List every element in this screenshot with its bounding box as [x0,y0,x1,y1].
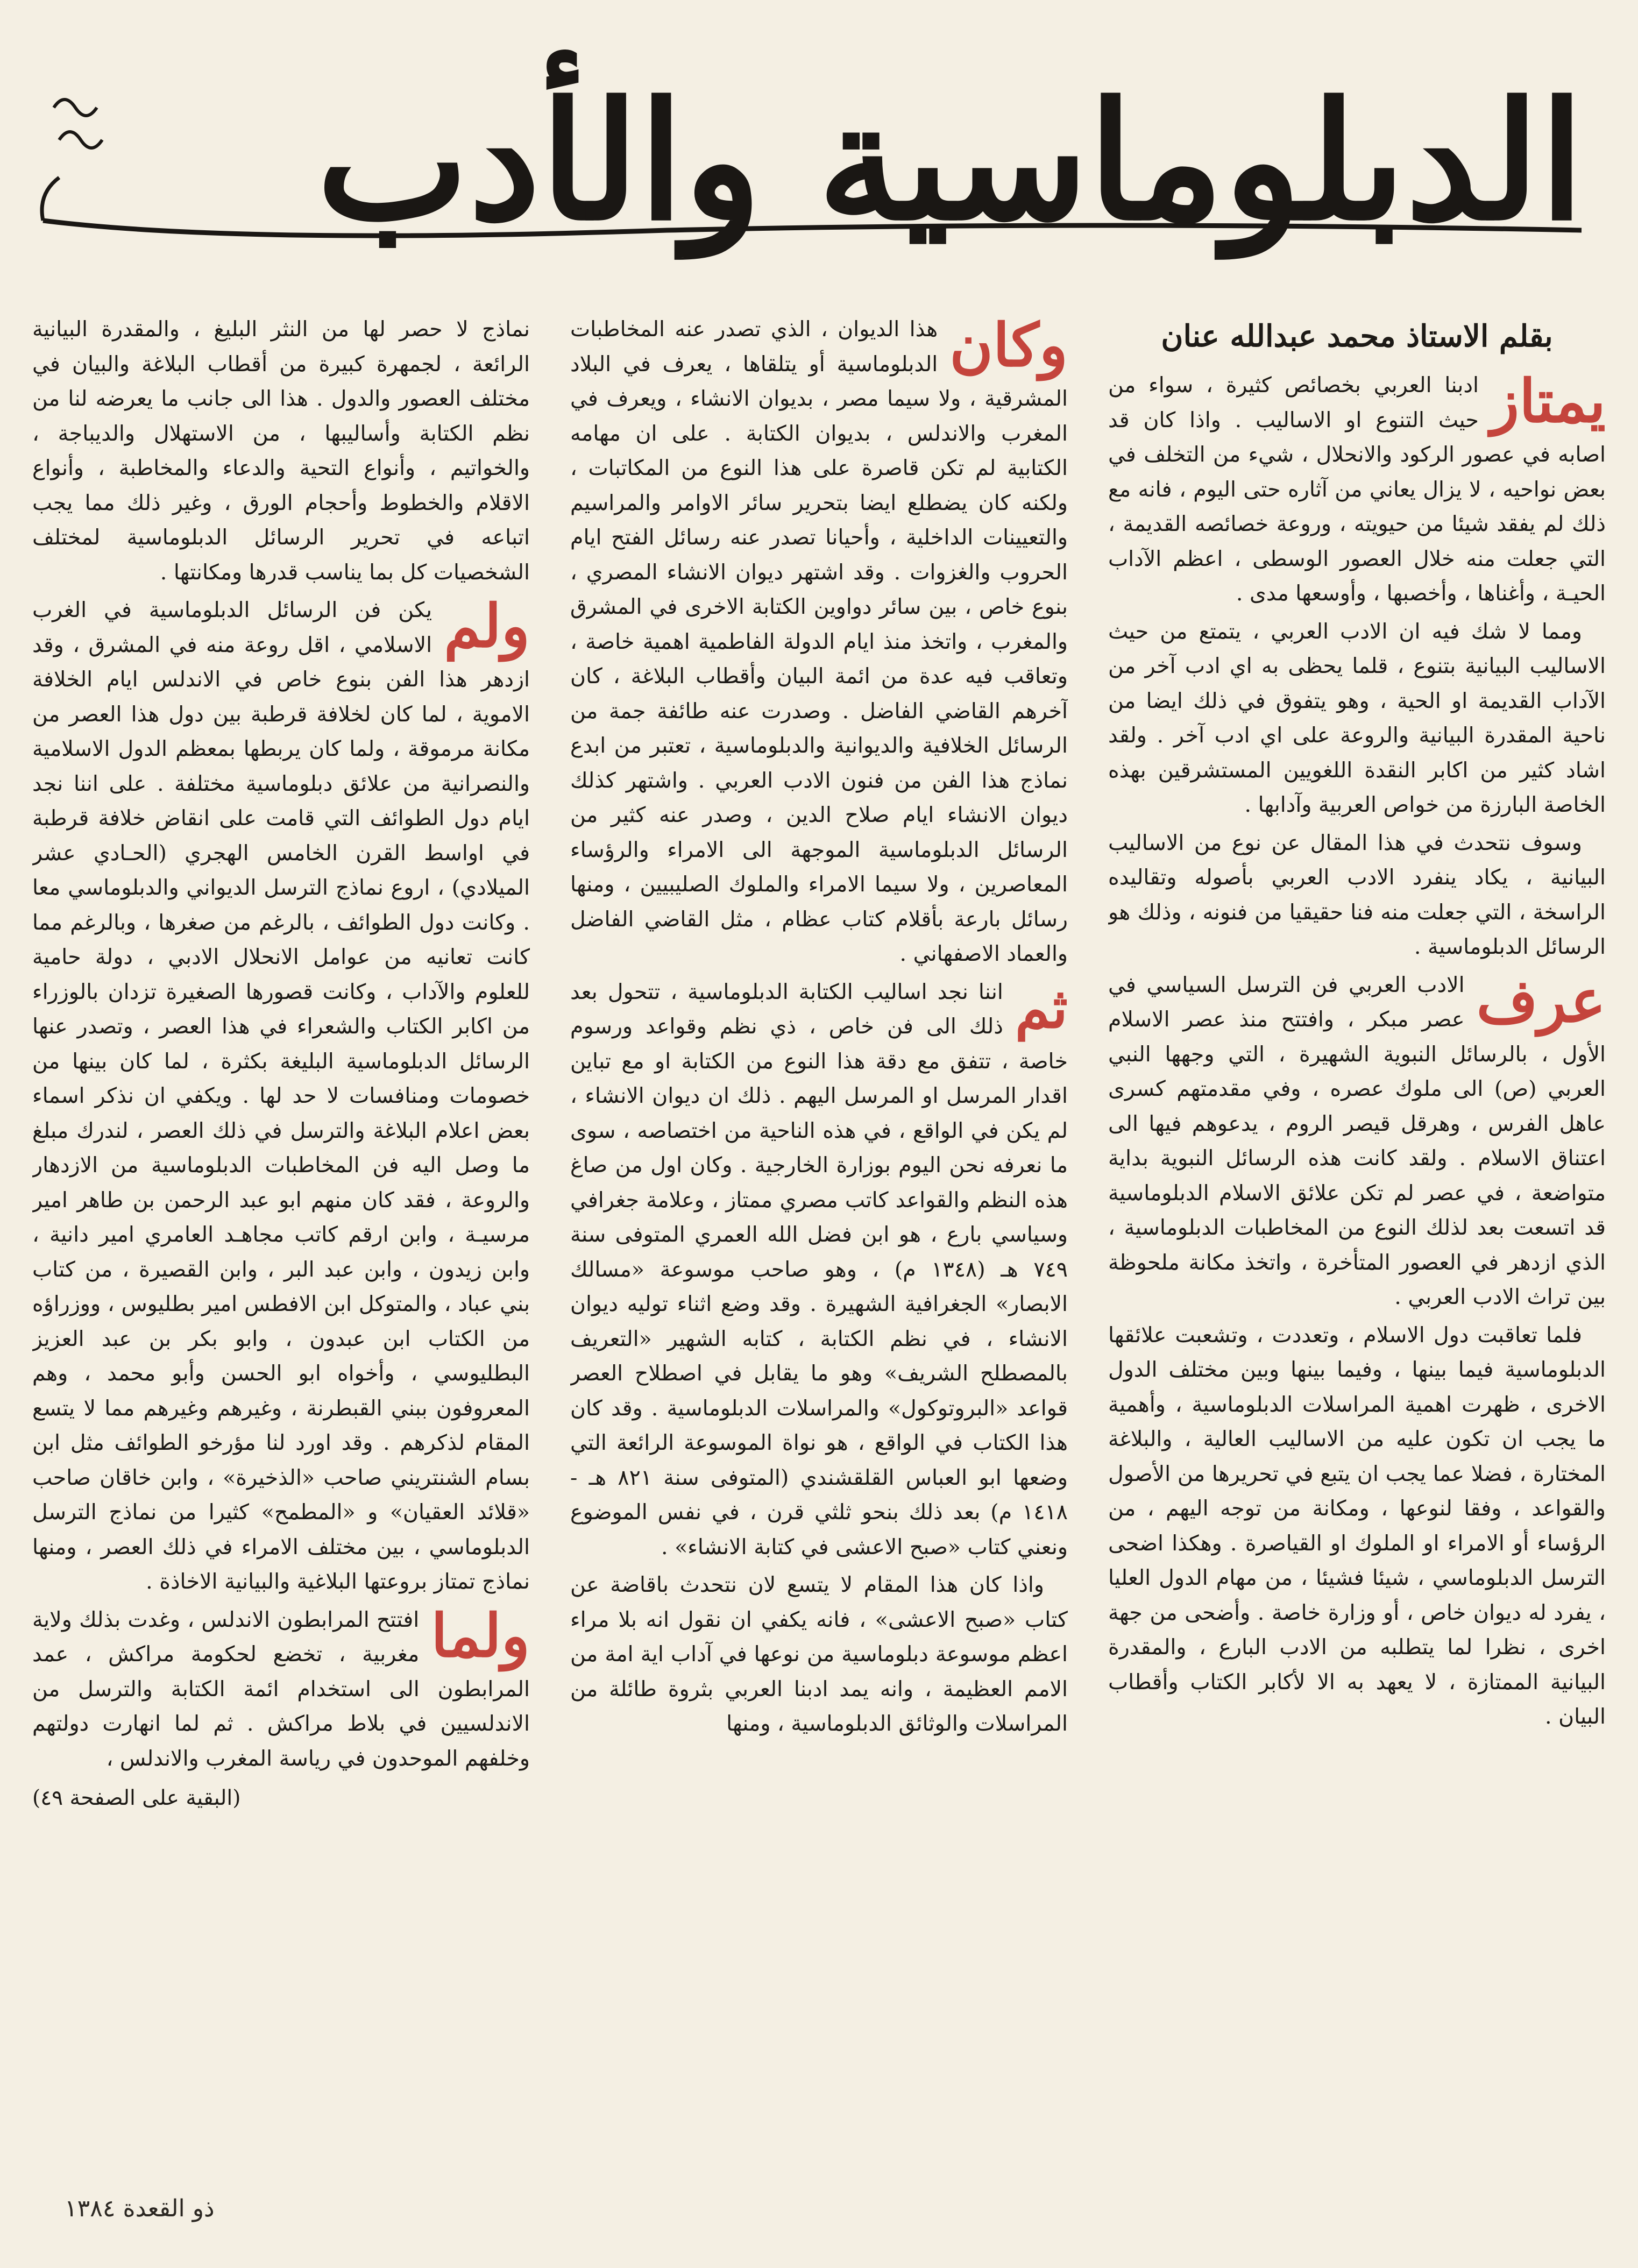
paragraph-initial: عرف [1476,966,1606,1036]
paragraph: نماذج لا حصر لها من النثر البليغ ، والمقدرة البيانية الرائعة ، لجمهرة كبيرة من أقطاب البلاغة والبيان في مختلف العصور والدول . هذا الى جانب ما يعرضه لنا من نظم الكتابة وأساليبها ، من الاستهلال والديباجة ، والخواتيم ، وأنواع التحية والدعاء والمخاطبة ، وأنواع الاقلام والخطوط وأحجام الورق ، وغير ذلك مما يجب اتباعه في تحرير الرسائل الدبلوماسية لمختلف الشخصيات كل بما يناسب قدرها ومكانتها . [32,317,530,585]
paragraph: فلما تعاقبت دول الاسلام ، وتعددت ، وتشعبت علائقها الدبلوماسية فيما بينها ، وفيما بينها وبين مختلف الدول الاخرى ، ظهرت اهمية المراسلات الدبلوماسية ، وأهمية ما يجب ان تكون عليه من الاساليب العالية ، والبلاغة المختارة ، فضلا عما يجب ان يتبع في تحريرها من الأصول والقواعد ، وفقا لنوعها ، ومكانة من توجه اليهم ، من الرؤساء أو الامراء او الملوك او القياصرة . وهكذا اضحى الترسل الدبلوماسي ، شيئا فشيئا ، من مهام الدول العليا ، يفرد له ديوان خاص ، أو وزارة خاصة . وأضحى من جهة اخرى ، نظرا لما يتطلبه من الادب البارع ، والمقدرة البيانية الممتازة ، لا يعهد به الا لأكابر الكتاب وأقطاب البيان . [1108,1322,1606,1729]
paragraph-initial: وكان [949,312,1068,380]
continued-note: (البقية على الصفحة ٤٩) [32,1786,241,1810]
title-block [22,59,1616,256]
paragraph: ولما افتتح المرابطون الاندلس ، وغدت بذلك ولاية مغربية ، تخضع لحكومة مراكش ، عمد المرابطون الى استخدام ائمة الكتابة والترسل من الاندلسيين في بلاط مراكش . ثم لما انهارت دولتهم وخلفهم الموحدون في رياسة المغرب والاندلس ، [32,1600,530,1771]
article-title: الدبلوماسية والأدب [316,66,1584,256]
article-columns [32,312,1606,2141]
paragraph: ثم اننا نجد اساليب الكتابة الدبلوماسية ، تتحول بعد ذلك الى فن خاص ، ذي نظم وقواعد ورسوم خاصة ، تتفق مع دقة هذا النوع من الكتابة او مع تباين اقدار المرسل او المرسل اليهم . ذلك ان ديوان الانشاء ، لم يكن في الواقع ، في هذه الناحية من اختصاصه ، سوى ما نعرفه نحن اليوم بوزارة الخارجية . وكان اول من صاغ هذه النظم والقواعد كاتب مصري ممتاز ، وعلامة جغرافي وسياسي بارع ، هو ابن فضل الله العمري المتوفى سنة ٧٤٩ هـ (١٣٤٨ م) ، وهو صاحب موسوعة «مسالك الابصار» الجغرافية الشهيرة . وقد وضع اثناء توليه ديوان الانشاء ، في نظم الكتابة ، كتابه الشهير «التعريف بالمصطلح الشريف» وهو ما يقابل في اصطلاح العصر قواعد «البروتوكول» والمراسلات الدبلوماسية . وقد كان هذا الكتاب في الواقع ، هو نواة الموسوعة الرائعة التي وضعها ابو العباس القلقشندي (المتوفى سنة ٨٢١ هـ - ١٤١٨ م) بعد ذلك بنحو ثلثي قرن ، في نفس الموضوع ونعني كتاب «صبح الاعشى في كتابة الانشاء» . [570,974,1068,1560]
paragraph-initial: ثم [1015,974,1068,1041]
author-byline: بقلم الاستاذ محمد عبدالله عنان [1161,318,1553,354]
paragraph: ومما لا شك فيه ان الادب العربي ، يتمتع من حيث الاساليب البيانية بتنوع ، قلما يحظى به اي ادب آخر من الآداب القديمة او الحية ، وهو يتفوق في ذلك ايضا من ناحية المقدرة البيانية والروعة على اي ادب آخر . ولقد اشاد كثير من اكابر النقدة اللغويين المستشرقين بهذه الخاصة البارزة من خواص العربية وآدابها . [1108,619,1606,817]
column-middle [570,312,1068,2141]
paragraph-initial: ولما [431,1600,530,1670]
paragraph: ولم يكن فن الرسائل الدبلوماسية في الغرب الاسلامي ، اقل روعة منه في المشرق ، وقد ازدهر هذا الفن بنوع خاص في الاندلس ايام الخلافة الاموية ، لما كان لخلافة قرطبة بين دول هذا العصر من مكانة مرموقة ، ولما كان يربطها بمعظم الدول الاسلامية والنصرانية من علائق دبلوماسية مختلفة . على اننا نجد ايام دول الطوائف التي قامت على انقاض خلافة قرطبة في اواسط القرن الخامس الهجري (الحـادي عشر الميلادي) ، اروع نماذج الترسل الديواني والدبلوماسي معا . وكانت دول الطوائف ، بالرغم من صغرها ، وبالرغم مما كانت تعانيه من عوامل الانحلال الادبي ، دولة حامية للعلوم والآداب ، وكانت قصورها الصغيرة تزدان بالوزراء من اكابر الكتاب والشعراء في هذا العصر ، وتصدر عنها الرسائل الدبلوماسية البليغة بكثرة ، لما كان بينها من خصومات ومنافسات لا حد لها . ويكفي ان نذكر اسماء بعض اعلام البلاغة والترسل في ذلك العصر ، لندرك مبلغ ما وصل اليه فن المخاطبات الدبلوماسية من الازدهار والروعة ، فقد كان منهم ابو عبد الرحمن بن طاهر امير مرسيـة ، وابن ارقم كاتب مجاهـد العامري امير دانية ، وابن زيدون ، وابن عبد البر ، وابن القصيرة ، من كتاب بني عباد ، والمتوكل ابن الافطس امير بطليوس ، ووزراؤه من الكتاب ابن عبدون ، وابو بكر بن عبد العزيز البطليوسي ، وأخواه ابو الحسن وأبو محمد ، وهم المعروفون ببني القبطرنة ، وغيرهم وغيرهم مما لا يتسع المقام لذكرهم . وقد اورد لنا مؤرخو الطوائف مثل ابن بسام الشنتريني صاحب «الذخيرة» ، وابن خاقان صاحب «قلائد العقيان» و «المطمح» كثيرا من نماذج الترسل الدبلوماسي ، بين مختلف الامراء في ذلك العصر ، ومنها نماذج تمتاز بروعتها البلاغية والبيانية الاخاذة . [32,591,530,1594]
paragraph-initial: ولم [444,591,530,661]
paragraph-initial: يمتاز [1490,366,1606,436]
column-right [1108,312,1606,2141]
page-footer [0,2179,1638,2243]
paragraph: وسوف نتحدث في هذا المقال عن نوع من الاساليب البيانية ، يكاد ينفرد الادب العربي بأصوله وتقاليده الراسخة ، التي جعلت منه فنا حقيقيا من فنونه ، وذلك هو الرسائل الدبلوماسية . [1108,830,1606,959]
paragraph: عرف الادب العربي فن الترسل السياسي في عصر مبكر ، وافتتح منذ عصر الاسلام الأول ، بالرسائل النبوية الشهيرة ، التي وجهها النبي العربي (ص) الى ملوك عصره ، وفي مقدمتهم كسرى عاهل الفرس ، وهرقل قيصر الروم ، يدعوهم فيها الى اعتناق الاسلام . ولقد كانت هذه الرسائل النبوية بداية متواضعة ، في عصر لم تكن علائق الاسلام الدبلوماسية قد اتسعت بعد لذلك النوع من المخاطبات الدبلوماسية ، الذي ازدهر في العصور المتأخرة ، واتخذ مكانة ملحوظة بين تراث الادب العربي . [1108,966,1606,1309]
paragraph: يمتاز ادبنا العربي بخصائص كثيرة ، سواء من حيث التنوع او الاساليب . واذا كان قد اصابه في عصور الركود والانحلال ، شيء من التخلف في بعض نواحيه ، لا يزال يعاني من آثاره حتى اليوم ، فانه مع ذلك لم يفقد شيئا من حيويته ، وروعة خصائصه القديمة ، التي جعلت منه خلال العصور الوسطى ، اعظم الآداب الحيـة ، وأغناها ، وأخصبها ، وأوسعها مدى . [1108,366,1606,606]
paragraph: واذا كان هذا المقام لا يتسع لان نتحدث باقاضة عن كتاب «صبح الاعشى» ، فانه يكفي ان نقول انه بلا مراء اعظم موسوعة دبلوماسية من نوعها في آداب اية امة من الامم العظيمة ، وانه يمد ادبنا العربي بثروة طائلة من المراسلات والوثائق الدبلوماسية ، ومنها [570,1572,1068,1736]
column-left [32,312,530,2141]
paragraph: وكان هذا الديوان ، الذي تصدر عنه المخاطبات الدبلوماسية أو يتلقاها ، يعرف في البلاد المشرقية ، ولا سيما مصر ، بديوان الانشاء ، ويعرف في المغرب والاندلس ، بديوان الكتابة . على ان مهامه الكتابية لم تكن قاصرة على هذا النوع من المكاتبات ، ولكنه كان يضطلع ايضا بتحرير سائر الاوامر والمراسيم والتعيينات الداخلية ، وأحيانا تصدر عنه رسائل الفتح ايام الحروب والغزوات . وقد اشتهر ديوان الانشاء المصري ، بنوع خاص ، بين سائر دواوين الكتابة الاخرى في المشرق والمغرب ، واتخذ منذ ايام الدولة الفاطمية اهمية خاصة ، وتعاقب فيه عدة من ائمة البيان وأقطاب البلاغة ، كان آخرهم القاضي الفاضل . وصدرت عنه طائفة جمة من الرسائل الخلافية والديوانية والدبلوماسية ، تعتبر من ابدع نماذج هذا الفن من فنون الادب العربي . واشتهر كذلك ديوان الانشاء ايام صلاح الدين ، وصدر عنه كثير من الرسائل الدبلوماسية الموجهة الى الامراء والرؤساء المعاصرين ، ولا سيما الامراء والملوك الصليبيين ، ومنها رسائل بارعة بأقلام كتاب عظام ، مثل القاضي الفاضل والعماد الاصفهاني . [570,312,1068,966]
issue-date: ذو القعدة ١٣٨٤ [65,2195,215,2222]
